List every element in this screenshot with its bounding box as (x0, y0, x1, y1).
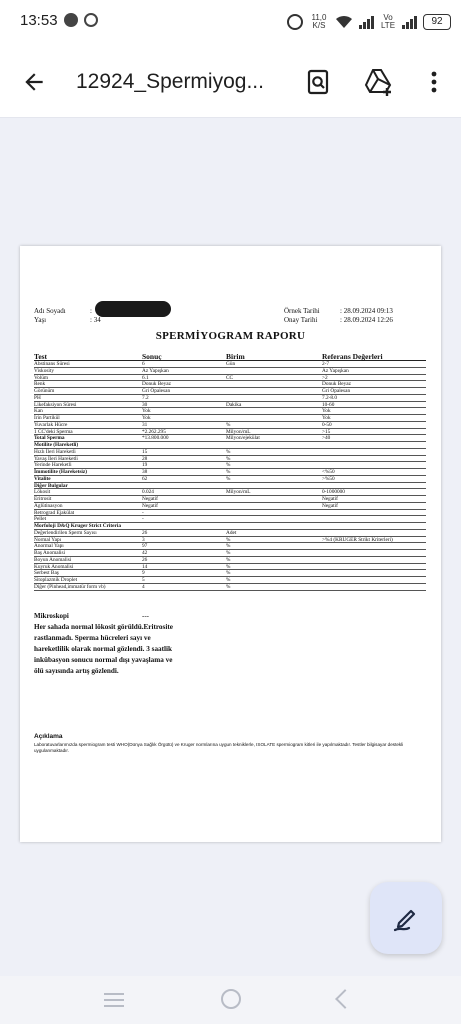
cell-unit: % (226, 475, 231, 482)
cell-reference: >2 (322, 374, 328, 381)
table-row (34, 368, 426, 375)
volte-bottom: LTE (380, 21, 396, 30)
cell-test: İrin Partikül (34, 415, 60, 421)
cell-unit: Milyon/ejekülat (226, 435, 260, 442)
notification-icons (64, 13, 98, 27)
cell-test: PH (34, 394, 41, 401)
cell-reference: 10-60 (322, 401, 335, 408)
header-test: Test (34, 352, 48, 361)
cell-reference: 0-50 (322, 421, 332, 428)
results-table (34, 352, 426, 591)
table-row (34, 483, 426, 490)
notification-app-icon (64, 13, 78, 27)
alarm-icon (287, 14, 303, 30)
system-nav-bar (0, 976, 461, 1024)
cell-unit: % (226, 462, 231, 469)
cell-reference: 2-7 (322, 361, 330, 367)
cell-result: 28 (142, 455, 148, 462)
cell-test: Aglütinasyon (34, 502, 63, 509)
cell-test: Morfoloji D&Q Kruger Strict Criteria (34, 523, 121, 529)
table-row (34, 537, 426, 544)
table-row (34, 584, 426, 591)
table-row (34, 570, 426, 577)
sample-date-value: : 28.09.2024 09:13 (340, 307, 393, 315)
status-right (287, 10, 451, 34)
cell-result: 4 (142, 583, 145, 590)
cell-result: 0.024 (142, 489, 154, 496)
cell-test: Total Sperma (34, 435, 65, 442)
network-speed-unit: K/S (312, 21, 326, 30)
header-result: Sonuç (142, 352, 162, 361)
cell-test: İmmotilite (Hareketsiz) (34, 469, 87, 475)
document-search-icon (306, 69, 330, 95)
cell-reference: Donuk Beyaz (322, 381, 351, 388)
recent-apps-button[interactable] (104, 993, 124, 1011)
cell-test: Baş Anomalisi (34, 550, 66, 556)
cell-test: Yuvarlak Hücre (34, 421, 68, 428)
table-row (34, 402, 426, 409)
cell-test: Abstinans Süresi (34, 361, 70, 367)
cell-result: 6.1 (142, 374, 149, 381)
table-row (34, 395, 426, 402)
table-row (34, 456, 426, 463)
cell-result: 19 (142, 462, 148, 469)
table-row (34, 496, 426, 503)
cell-result: 6 (142, 361, 145, 367)
cell-result: 5 (142, 577, 145, 583)
drive-add-icon (363, 68, 393, 96)
table-row (34, 564, 426, 571)
cell-unit: Milyon/mL (226, 489, 251, 496)
cell-test: Likefaksiyon Süresi (34, 401, 77, 408)
explanation-title: Açıklama (34, 733, 63, 740)
pen-edit-icon (391, 903, 421, 933)
redacted-name (95, 301, 171, 317)
arrow-back-icon (21, 69, 47, 95)
cell-test: Retrograd Ejakülat (34, 509, 75, 516)
age-label: Yaşı (34, 316, 47, 324)
table-row (34, 361, 426, 368)
cell-reference: Yok (322, 408, 331, 415)
more-vert-icon (431, 71, 437, 93)
table-header (34, 352, 426, 361)
table-row (34, 523, 426, 530)
cell-result: 15 (142, 448, 148, 455)
cell-test: Sitoplazmik Droplet (34, 577, 78, 583)
table-row (34, 489, 426, 496)
table-row (34, 516, 426, 523)
cell-test: Eritrosit (34, 496, 52, 502)
save-to-drive-button[interactable] (360, 64, 396, 100)
table-row (34, 557, 426, 564)
table-row (34, 435, 426, 442)
cell-unit: % (226, 570, 231, 577)
cell-unit: % (226, 455, 231, 462)
table-row (34, 408, 426, 415)
cell-result: Negatif (142, 496, 158, 502)
cell-result: 38 (142, 469, 148, 475)
cell-test: Volüm (34, 374, 49, 381)
cell-unit: % (226, 469, 231, 475)
header-unit: Birim (226, 352, 245, 361)
approval-date-label: Onay Tarihi (284, 316, 318, 324)
cell-result: 30 (142, 401, 148, 408)
cell-unit: % (226, 577, 231, 583)
cell-reference: Yok (322, 415, 331, 421)
cell-unit: % (226, 421, 231, 428)
cell-result: 3 (142, 536, 145, 543)
cell-result: Negatif (142, 502, 158, 509)
edit-fab-button[interactable] (370, 882, 442, 954)
microscopy-value: --- (142, 612, 149, 620)
table-row (34, 415, 426, 422)
header-reference: Referans Değerleri (322, 352, 383, 361)
status-bar (0, 0, 461, 44)
cell-unit: Milyon/mL (226, 428, 251, 435)
cell-test: Pellet (34, 516, 47, 523)
cell-unit: Gün (226, 361, 236, 367)
cell-test: Diğer Bulgular (34, 482, 68, 489)
table-row (34, 375, 426, 382)
cell-test: Normal Yapı (34, 536, 62, 543)
home-button[interactable] (221, 989, 241, 1009)
cell-result: Az Yapışkan (142, 367, 169, 374)
cell-test: Hızlı İleri Hareketli (34, 448, 76, 455)
table-row (34, 449, 426, 456)
nav-back-button[interactable] (335, 989, 355, 1009)
cell-test: Anormal Yapı (34, 543, 64, 550)
table-row (34, 550, 426, 557)
signal-icon (359, 15, 374, 29)
cell-unit: % (226, 556, 231, 563)
cell-reference: Negatif (322, 502, 338, 509)
cell-reference: >15 (322, 428, 331, 435)
table-row (34, 422, 426, 429)
sample-date-label: Örnek Tarihi (284, 307, 320, 315)
cell-test: Diğer (Pinhead,immatür form vb) (34, 583, 106, 590)
cell-unit: % (226, 550, 231, 556)
network-speed-value: 11,0 (311, 13, 327, 22)
wifi-icon (335, 15, 353, 29)
cell-test: Kan (34, 408, 43, 415)
cell-reference: 7.2-8.0 (322, 394, 338, 401)
cell-test: Görünüm (34, 388, 55, 394)
cell-reference: Az Yapışkan (322, 367, 349, 374)
cell-reference: Negatif (322, 496, 338, 502)
cell-unit: % (226, 543, 231, 550)
cell-result: - (142, 516, 144, 523)
cell-result: 26 (142, 529, 148, 536)
age-value: : 34 (90, 316, 101, 324)
volte-top: Vo (383, 13, 393, 22)
cell-result: 62 (142, 475, 148, 482)
cell-test: Lökosit (34, 489, 51, 496)
chrome-icon (84, 13, 98, 27)
cell-unit: % (226, 448, 231, 455)
report-title: SPERMİYOGRAM RAPORU (155, 330, 306, 342)
cell-unit: CC (226, 374, 234, 381)
document-page[interactable] (20, 246, 441, 842)
cell-test: Vitalite (34, 475, 51, 482)
cell-unit: Dakika (226, 401, 242, 408)
network-speed (309, 14, 329, 30)
cell-test: Değerlendirilen Sperm Sayısı (34, 529, 97, 536)
table-row (34, 530, 426, 537)
signal-icon-2 (402, 15, 417, 29)
table-row (34, 462, 426, 469)
cell-result: Donuk Beyaz (142, 381, 171, 388)
microscopy-text: Her sahada normal lökosit görüldü.Eritrosite rastlanmadı. Sperma hücreleri sayı ve hareketlilik olarak normal gözlendi. 3 saatlik inkübasyon sonucu normal dışı yavaşlama ve ölü sayısında artış gözlendi. (34, 623, 173, 675)
cell-unit: % (226, 563, 231, 570)
cell-reference: >%4 (KRUGER Strikt Kriterleri) (322, 536, 393, 543)
battery-icon: 92 (423, 14, 451, 30)
document-title: 12924_Spermiyog... (76, 70, 264, 93)
table-row (34, 381, 426, 388)
table-row (34, 543, 426, 550)
cell-result: 7.2 (142, 394, 149, 401)
cell-result: 14 (142, 563, 148, 570)
cell-reference: >40 (322, 435, 331, 442)
cell-result: - (142, 509, 144, 516)
search-document-button[interactable] (300, 64, 336, 100)
status-time: 13:53 (20, 12, 58, 29)
cell-unit: % (226, 536, 231, 543)
cell-unit: % (226, 583, 231, 590)
table-row (34, 577, 426, 584)
cell-test: Boyun Anomalisi (34, 556, 72, 563)
name-colon: : (90, 307, 92, 315)
table-row (34, 510, 426, 517)
cell-result: 97 (142, 543, 148, 550)
table-row (34, 476, 426, 483)
cell-result: *2.262.295 (142, 428, 166, 435)
approval-date-value: : 28.09.2024 12:26 (340, 316, 393, 324)
cell-reference: Gri Opalesan (322, 388, 351, 394)
cell-result: *13.800.000 (142, 435, 169, 442)
name-label: Adı Soyadı (34, 307, 66, 315)
cell-result: 9 (142, 570, 145, 577)
cell-result: 26 (142, 556, 148, 563)
cell-test: Yerinde Hareketli (34, 462, 72, 469)
microscopy-label: Mikroskopi (34, 612, 69, 620)
cell-test: 1 CC'deki Sperma (34, 428, 73, 435)
table-row (34, 469, 426, 476)
cell-unit: Adet (226, 529, 237, 536)
explanation-text: Laboratuvarlarımızda spermiogram testi WHO(Dünya Sağlık Örgütü) ve Kruger normlarına uygun tekniklerle, ISOLATE spermiogram kitleri ile yapılmaktadır. Testler bilgisayar destekli uygulanmaktadır. (34, 742, 404, 753)
cell-result: 31 (142, 421, 148, 428)
table-row (34, 503, 426, 510)
cell-result: Yok (142, 408, 151, 415)
cell-test: Viskosity (34, 367, 54, 374)
cell-reference: >%50 (322, 475, 335, 482)
cell-result: 42 (142, 550, 148, 556)
cell-test: Serbest Baş (34, 570, 59, 577)
app-bar (0, 44, 461, 118)
cell-reference: <%50 (322, 469, 335, 475)
cell-reference: 0-1000000 (322, 489, 345, 496)
table-row (34, 442, 426, 449)
cell-test: Renk (34, 381, 46, 388)
cell-test: Motilite (Hareketli) (34, 442, 79, 448)
back-button[interactable] (18, 66, 50, 98)
more-options-button[interactable] (416, 64, 452, 100)
cell-result: Yok (142, 415, 151, 421)
cell-result: Gri Opalesan (142, 388, 171, 394)
table-row (34, 429, 426, 436)
volte-indicator (380, 14, 396, 30)
cell-test: Yavaş İleri Hareketli (34, 455, 78, 462)
cell-test: Kuyruk Anomalisi (34, 563, 74, 570)
table-row (34, 388, 426, 395)
